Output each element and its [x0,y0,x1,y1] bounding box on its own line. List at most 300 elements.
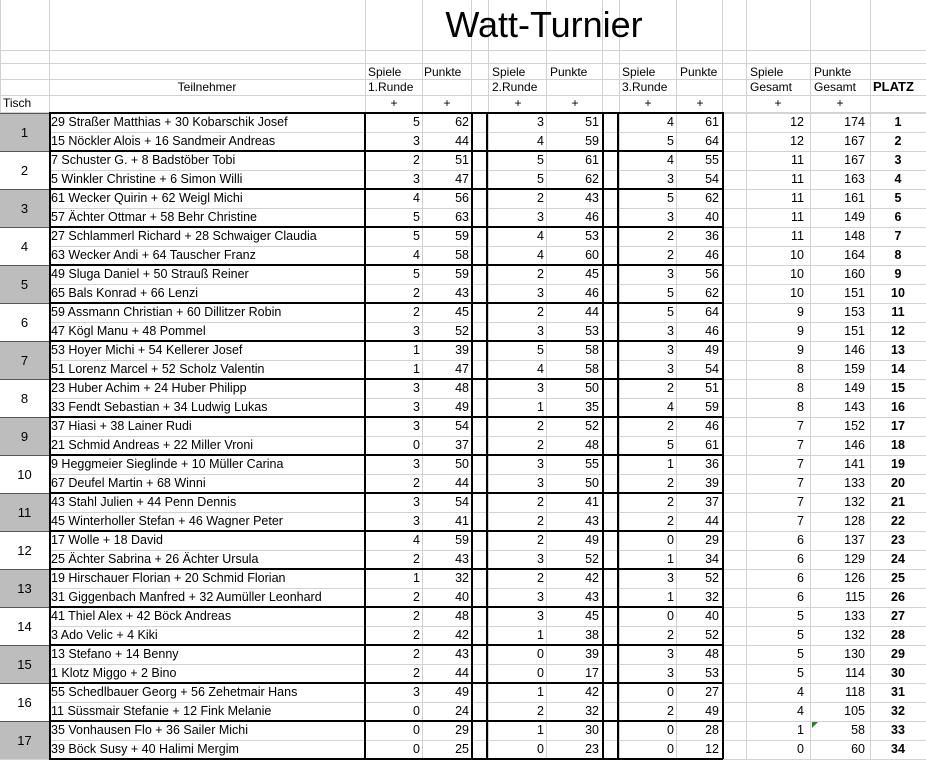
platz[interactable]: 29 [891,647,905,661]
r3-spiele[interactable]: 4 [667,153,674,167]
r2-punkte[interactable]: 52 [585,552,599,566]
platz[interactable]: 24 [891,552,905,566]
r1-spiele[interactable]: 5 [413,210,420,224]
gesamt-punkte[interactable]: 137 [844,533,865,547]
r3-punkte[interactable]: 61 [705,115,719,129]
platz[interactable]: 27 [891,609,905,623]
r3-spiele[interactable]: 2 [667,628,674,642]
gesamt-punkte[interactable]: 151 [844,286,865,300]
tisch-number[interactable]: 15 [0,645,49,683]
gesamt-spiele[interactable]: 10 [790,267,804,281]
r1-spiele[interactable]: 2 [413,647,420,661]
participant-name[interactable]: 1 Klotz Miggo + 2 Bino [51,666,177,680]
gesamt-punkte[interactable]: 159 [844,362,865,376]
r1-spiele[interactable]: 5 [413,267,420,281]
r3-spiele[interactable]: 3 [667,647,674,661]
r3-punkte[interactable]: 62 [705,286,719,300]
gesamt-spiele[interactable]: 7 [797,495,804,509]
r1-punkte[interactable]: 59 [455,533,469,547]
r2-punkte[interactable]: 50 [585,381,599,395]
r3-punkte[interactable]: 64 [705,305,719,319]
r3-spiele[interactable]: 3 [667,343,674,357]
r2-punkte[interactable]: 58 [585,343,599,357]
platz[interactable]: 20 [891,476,905,490]
participant-name[interactable]: 37 Hiasi + 38 Lainer Rudi [51,419,192,433]
r1-punkte[interactable]: 48 [455,381,469,395]
r3-spiele[interactable]: 2 [667,381,674,395]
r3-spiele[interactable]: 5 [667,305,674,319]
r1-spiele[interactable]: 3 [413,457,420,471]
gesamt-spiele[interactable]: 7 [797,438,804,452]
gesamt-punkte[interactable]: 167 [844,153,865,167]
gesamt-punkte[interactable]: 118 [845,685,865,699]
r1-spiele[interactable]: 2 [413,666,420,680]
tisch-number[interactable]: 3 [0,189,49,227]
r3-punkte[interactable]: 36 [705,229,719,243]
r1-spiele[interactable]: 2 [413,153,420,167]
platz[interactable]: 31 [891,685,905,699]
r3-punkte[interactable]: 46 [705,248,719,262]
r3-spiele[interactable]: 2 [667,495,674,509]
r1-spiele[interactable]: 2 [413,552,420,566]
r2-spiele[interactable]: 5 [537,172,544,186]
r2-punkte[interactable]: 45 [585,609,599,623]
tisch-number[interactable]: 12 [0,531,49,569]
r1-punkte[interactable]: 37 [455,438,469,452]
r3-punkte[interactable]: 37 [705,495,719,509]
r3-punkte[interactable]: 28 [705,723,719,737]
gesamt-spiele[interactable]: 7 [797,514,804,528]
gesamt-spiele[interactable]: 6 [797,590,804,604]
platz[interactable]: 33 [891,723,905,737]
gesamt-spiele[interactable]: 11 [791,210,804,224]
platz[interactable]: 18 [891,438,905,452]
tisch-number[interactable]: 2 [0,151,49,189]
gesamt-punkte[interactable]: 132 [844,628,865,642]
r2-spiele[interactable]: 2 [537,191,544,205]
gesamt-punkte[interactable]: 132 [844,495,865,509]
r1-punkte[interactable]: 48 [455,609,469,623]
r1-punkte[interactable]: 54 [455,495,469,509]
gesamt-punkte[interactable]: 105 [844,704,865,718]
platz[interactable]: 9 [894,267,902,281]
r2-spiele[interactable]: 3 [537,115,544,129]
gesamt-spiele[interactable]: 5 [797,666,804,680]
r1-spiele[interactable]: 1 [413,571,420,585]
participant-name[interactable]: 51 Lorenz Marcel + 52 Scholz Valentin [51,362,265,376]
r1-punkte[interactable]: 58 [455,248,469,262]
r1-punkte[interactable]: 25 [455,742,469,756]
r2-punkte[interactable]: 45 [585,267,599,281]
platz[interactable]: 25 [891,571,905,585]
r1-punkte[interactable]: 47 [455,362,469,376]
r2-punkte[interactable]: 43 [585,191,599,205]
r2-spiele[interactable]: 3 [537,457,544,471]
platz[interactable]: 6 [894,210,902,224]
gesamt-spiele[interactable]: 4 [797,685,804,699]
gesamt-punkte[interactable]: 126 [844,571,865,585]
r2-spiele[interactable]: 3 [537,324,544,338]
participant-name[interactable]: 9 Heggmeier Sieglinde + 10 Müller Carina [51,457,284,471]
participant-name[interactable]: 49 Sluga Daniel + 50 Strauß Reiner [51,267,249,281]
r2-punkte[interactable]: 41 [585,495,599,509]
r1-spiele[interactable]: 2 [413,590,420,604]
r1-spiele[interactable]: 3 [413,381,420,395]
participant-name[interactable]: 25 Ächter Sabrina + 26 Ächter Ursula [51,552,259,566]
r1-spiele[interactable]: 3 [413,495,420,509]
r3-punkte[interactable]: 12 [705,742,719,756]
r1-punkte[interactable]: 50 [455,457,469,471]
platz[interactable]: 12 [891,324,905,338]
r3-spiele[interactable]: 1 [667,457,674,471]
r3-punkte[interactable]: 59 [705,400,719,414]
r2-punkte[interactable]: 44 [585,305,599,319]
participant-name[interactable]: 11 Süssmair Stefanie + 12 Fink Melanie [51,704,272,718]
r2-spiele[interactable]: 3 [537,609,544,623]
tisch-number[interactable]: 5 [0,265,49,303]
platz[interactable]: 2 [894,134,902,148]
gesamt-punkte[interactable]: 60 [851,742,865,756]
participant-name[interactable]: 33 Fendt Sebastian + 34 Ludwig Lukas [51,400,268,414]
gesamt-punkte[interactable]: 160 [844,267,865,281]
r2-punkte[interactable]: 48 [585,438,599,452]
gesamt-punkte[interactable]: 146 [844,343,865,357]
participant-name[interactable]: 57 Ächter Ottmar + 58 Behr Christine [51,210,257,224]
r2-spiele[interactable]: 3 [537,286,544,300]
r1-spiele[interactable]: 1 [413,343,420,357]
r1-punkte[interactable]: 41 [455,514,469,528]
gesamt-spiele[interactable]: 5 [797,647,804,661]
r1-spiele[interactable]: 5 [413,229,420,243]
participant-name[interactable]: 63 Wecker Andi + 64 Tauscher Franz [51,248,256,262]
r2-spiele[interactable]: 1 [537,628,544,642]
r2-spiele[interactable]: 4 [537,229,544,243]
r2-punkte[interactable]: 17 [585,666,599,680]
gesamt-punkte[interactable]: 161 [844,191,865,205]
r2-punkte[interactable]: 53 [585,324,599,338]
r1-spiele[interactable]: 3 [413,324,420,338]
r3-spiele[interactable]: 0 [667,685,674,699]
gesamt-spiele[interactable]: 0 [797,742,804,756]
gesamt-spiele[interactable]: 11 [791,153,804,167]
r3-punkte[interactable]: 52 [705,571,719,585]
r3-spiele[interactable]: 2 [667,514,674,528]
gesamt-punkte[interactable]: 58 [851,723,865,737]
r2-punkte[interactable]: 53 [585,229,599,243]
r1-punkte[interactable]: 29 [455,723,469,737]
r1-punkte[interactable]: 32 [455,571,469,585]
r1-punkte[interactable]: 43 [455,552,469,566]
r3-punkte[interactable]: 53 [705,666,719,680]
platz[interactable]: 11 [891,305,905,319]
gesamt-spiele[interactable]: 10 [790,248,804,262]
gesamt-spiele[interactable]: 7 [797,476,804,490]
r1-punkte[interactable]: 42 [455,628,469,642]
r2-punkte[interactable]: 60 [585,248,599,262]
r3-punkte[interactable]: 61 [705,438,719,452]
r2-spiele[interactable]: 5 [537,343,544,357]
r2-spiele[interactable]: 3 [537,381,544,395]
tisch-number[interactable]: 10 [0,455,49,493]
r3-punkte[interactable]: 64 [705,134,719,148]
participant-name[interactable]: 65 Bals Konrad + 66 Lenzi [51,286,198,300]
platz[interactable]: 22 [891,514,905,528]
r1-spiele[interactable]: 2 [413,286,420,300]
r3-punkte[interactable]: 55 [705,153,719,167]
gesamt-punkte[interactable]: 128 [844,514,865,528]
r2-spiele[interactable]: 2 [537,267,544,281]
participant-name[interactable]: 3 Ado Velic + 4 Kiki [51,628,158,642]
gesamt-spiele[interactable]: 10 [790,286,804,300]
r2-punkte[interactable]: 58 [585,362,599,376]
participant-name[interactable]: 41 Thiel Alex + 42 Böck Andreas [51,609,232,623]
participant-name[interactable]: 45 Winterholler Stefan + 46 Wagner Peter [51,514,283,528]
gesamt-spiele[interactable]: 4 [797,704,804,718]
r3-spiele[interactable]: 5 [667,191,674,205]
tisch-number[interactable]: 1 [0,113,49,151]
r1-punkte[interactable]: 40 [455,590,469,604]
r3-spiele[interactable]: 5 [667,438,674,452]
r2-punkte[interactable]: 55 [585,457,599,471]
r3-punkte[interactable]: 36 [705,457,719,471]
gesamt-spiele[interactable]: 12 [790,115,804,129]
r1-spiele[interactable]: 4 [413,533,420,547]
r1-spiele[interactable]: 3 [413,419,420,433]
gesamt-punkte[interactable]: 174 [844,115,865,129]
gesamt-punkte[interactable]: 143 [844,400,865,414]
r1-punkte[interactable]: 43 [455,286,469,300]
r3-spiele[interactable]: 4 [667,400,674,414]
r3-punkte[interactable]: 46 [705,419,719,433]
gesamt-punkte[interactable]: 152 [844,419,865,433]
gesamt-punkte[interactable]: 149 [844,381,865,395]
participant-name[interactable]: 67 Deufel Martin + 68 Winni [51,476,206,490]
r1-punkte[interactable]: 59 [455,229,469,243]
r3-spiele[interactable]: 3 [667,324,674,338]
r2-punkte[interactable]: 50 [585,476,599,490]
r2-spiele[interactable]: 2 [537,438,544,452]
gesamt-spiele[interactable]: 6 [797,571,804,585]
participant-name[interactable]: 47 Kögl Manu + 48 Pommel [51,324,206,338]
gesamt-spiele[interactable]: 8 [797,362,804,376]
r2-punkte[interactable]: 42 [585,685,599,699]
gesamt-punkte[interactable]: 151 [844,324,865,338]
participant-name[interactable]: 39 Böck Susy + 40 Halimi Mergim [51,742,239,756]
platz[interactable]: 10 [891,286,905,300]
r1-spiele[interactable]: 5 [413,115,420,129]
gesamt-punkte[interactable]: 167 [844,134,865,148]
r1-punkte[interactable]: 59 [455,267,469,281]
gesamt-spiele[interactable]: 6 [797,533,804,547]
r2-punkte[interactable]: 46 [585,286,599,300]
gesamt-punkte[interactable]: 146 [844,438,865,452]
r3-spiele[interactable]: 5 [667,134,674,148]
r2-spiele[interactable]: 1 [537,685,544,699]
participant-name[interactable]: 19 Hirschauer Florian + 20 Schmid Florian [51,571,286,585]
platz[interactable]: 13 [891,343,905,357]
r3-punkte[interactable]: 32 [705,590,719,604]
r2-spiele[interactable]: 2 [537,533,544,547]
participant-name[interactable]: 23 Huber Achim + 24 Huber Philipp [51,381,247,395]
tisch-number[interactable]: 13 [0,569,49,607]
r3-punkte[interactable]: 40 [705,609,719,623]
r1-punkte[interactable]: 56 [455,191,469,205]
gesamt-spiele[interactable]: 7 [797,419,804,433]
tisch-number[interactable]: 9 [0,417,49,455]
gesamt-punkte[interactable]: 141 [844,457,865,471]
participant-name[interactable]: 15 Nöckler Alois + 16 Sandmeir Andreas [51,134,276,148]
platz[interactable]: 7 [894,229,902,243]
r2-punkte[interactable]: 62 [585,172,599,186]
r3-spiele[interactable]: 2 [667,419,674,433]
platz[interactable]: 15 [891,381,905,395]
gesamt-spiele[interactable]: 8 [797,381,804,395]
r3-punkte[interactable]: 54 [705,172,719,186]
platz[interactable]: 34 [891,742,905,756]
platz[interactable]: 28 [891,628,905,642]
r3-punkte[interactable]: 34 [705,552,719,566]
gesamt-punkte[interactable]: 133 [844,609,865,623]
platz[interactable]: 30 [891,666,905,680]
gesamt-punkte[interactable]: 148 [844,229,865,243]
r3-spiele[interactable]: 3 [667,172,674,186]
r1-spiele[interactable]: 3 [413,685,420,699]
gesamt-spiele[interactable]: 1 [797,723,804,737]
participant-name[interactable]: 17 Wolle + 18 David [51,533,163,547]
platz[interactable]: 16 [891,400,905,414]
r1-spiele[interactable]: 0 [413,438,420,452]
r1-punkte[interactable]: 52 [455,324,469,338]
r1-spiele[interactable]: 0 [413,704,420,718]
r1-punkte[interactable]: 24 [455,704,469,718]
r1-punkte[interactable]: 39 [455,343,469,357]
gesamt-spiele[interactable]: 7 [797,457,804,471]
r3-spiele[interactable]: 2 [667,476,674,490]
r2-punkte[interactable]: 38 [585,628,599,642]
gesamt-spiele[interactable]: 8 [797,400,804,414]
gesamt-punkte[interactable]: 153 [844,305,865,319]
gesamt-spiele[interactable]: 12 [790,134,804,148]
r3-spiele[interactable]: 3 [667,362,674,376]
r1-punkte[interactable]: 45 [455,305,469,319]
r2-punkte[interactable]: 30 [585,723,599,737]
r3-punkte[interactable]: 39 [705,476,719,490]
participant-name[interactable]: 43 Stahl Julien + 44 Penn Dennis [51,495,237,509]
platz[interactable]: 19 [891,457,905,471]
gesamt-spiele[interactable]: 11 [791,172,804,186]
r1-punkte[interactable]: 44 [455,476,469,490]
r2-spiele[interactable]: 4 [537,362,544,376]
r1-spiele[interactable]: 3 [413,134,420,148]
gesamt-punkte[interactable]: 163 [844,172,865,186]
r2-spiele[interactable]: 0 [537,647,544,661]
platz[interactable]: 8 [894,248,902,262]
r2-spiele[interactable]: 2 [537,514,544,528]
r1-punkte[interactable]: 49 [455,685,469,699]
r3-spiele[interactable]: 4 [667,115,674,129]
r3-punkte[interactable]: 52 [705,628,719,642]
r3-punkte[interactable]: 54 [705,362,719,376]
tisch-number[interactable]: 6 [0,303,49,341]
r3-spiele[interactable]: 3 [667,210,674,224]
r1-spiele[interactable]: 0 [413,742,420,756]
r3-punkte[interactable]: 49 [705,343,719,357]
platz[interactable]: 17 [891,419,905,433]
r2-spiele[interactable]: 2 [537,571,544,585]
r1-spiele[interactable]: 2 [413,609,420,623]
participant-name[interactable]: 7 Schuster G. + 8 Badstöber Tobi [51,153,236,167]
tisch-number[interactable]: 16 [0,683,49,721]
r2-punkte[interactable]: 35 [585,400,599,414]
r2-spiele[interactable]: 1 [537,400,544,414]
r3-spiele[interactable]: 5 [667,286,674,300]
r1-punkte[interactable]: 54 [455,419,469,433]
r1-spiele[interactable]: 3 [413,400,420,414]
r2-spiele[interactable]: 5 [537,153,544,167]
r3-punkte[interactable]: 44 [705,514,719,528]
r2-punkte[interactable]: 49 [585,533,599,547]
r3-punkte[interactable]: 48 [705,647,719,661]
platz[interactable]: 26 [891,590,905,604]
gesamt-punkte[interactable]: 114 [845,666,865,680]
r1-spiele[interactable]: 0 [413,723,420,737]
r3-punkte[interactable]: 56 [705,267,719,281]
platz[interactable]: 4 [894,172,902,186]
r1-punkte[interactable]: 44 [455,666,469,680]
platz[interactable]: 32 [891,704,905,718]
r3-spiele[interactable]: 2 [667,229,674,243]
r2-punkte[interactable]: 59 [585,134,599,148]
r2-spiele[interactable]: 1 [537,723,544,737]
gesamt-punkte[interactable]: 133 [844,476,865,490]
r1-spiele[interactable]: 3 [413,514,420,528]
r3-punkte[interactable]: 49 [705,704,719,718]
r1-spiele[interactable]: 4 [413,248,420,262]
r1-spiele[interactable]: 4 [413,191,420,205]
platz[interactable]: 3 [894,153,902,167]
platz[interactable]: 1 [894,115,902,129]
r3-spiele[interactable]: 2 [667,248,674,262]
r3-spiele[interactable]: 3 [667,666,674,680]
participant-name[interactable]: 59 Assmann Christian + 60 Dillitzer Robin [51,305,282,319]
r1-punkte[interactable]: 49 [455,400,469,414]
gesamt-punkte[interactable]: 115 [845,590,865,604]
platz[interactable]: 23 [891,533,905,547]
r3-punkte[interactable]: 51 [705,381,719,395]
participant-name[interactable]: 61 Wecker Quirin + 62 Weigl Michi [51,191,243,205]
platz[interactable]: 14 [891,362,905,376]
platz[interactable]: 21 [891,495,905,509]
r1-punkte[interactable]: 63 [455,210,469,224]
r2-spiele[interactable]: 2 [537,495,544,509]
gesamt-spiele[interactable]: 9 [797,343,804,357]
r1-punkte[interactable]: 44 [455,134,469,148]
tisch-number[interactable]: 4 [0,227,49,265]
gesamt-spiele[interactable]: 6 [797,552,804,566]
r3-spiele[interactable]: 3 [667,571,674,585]
r2-punkte[interactable]: 42 [585,571,599,585]
gesamt-punkte[interactable]: 129 [844,552,865,566]
participant-name[interactable]: 35 Vonhausen Flo + 36 Sailer Michi [51,723,248,737]
r3-punkte[interactable]: 29 [705,533,719,547]
r2-spiele[interactable]: 3 [537,476,544,490]
tisch-number[interactable]: 7 [0,341,49,379]
gesamt-spiele[interactable]: 9 [797,324,804,338]
r3-punkte[interactable]: 62 [705,191,719,205]
tisch-number[interactable]: 14 [0,607,49,645]
r2-punkte[interactable]: 52 [585,419,599,433]
r2-punkte[interactable]: 43 [585,590,599,604]
